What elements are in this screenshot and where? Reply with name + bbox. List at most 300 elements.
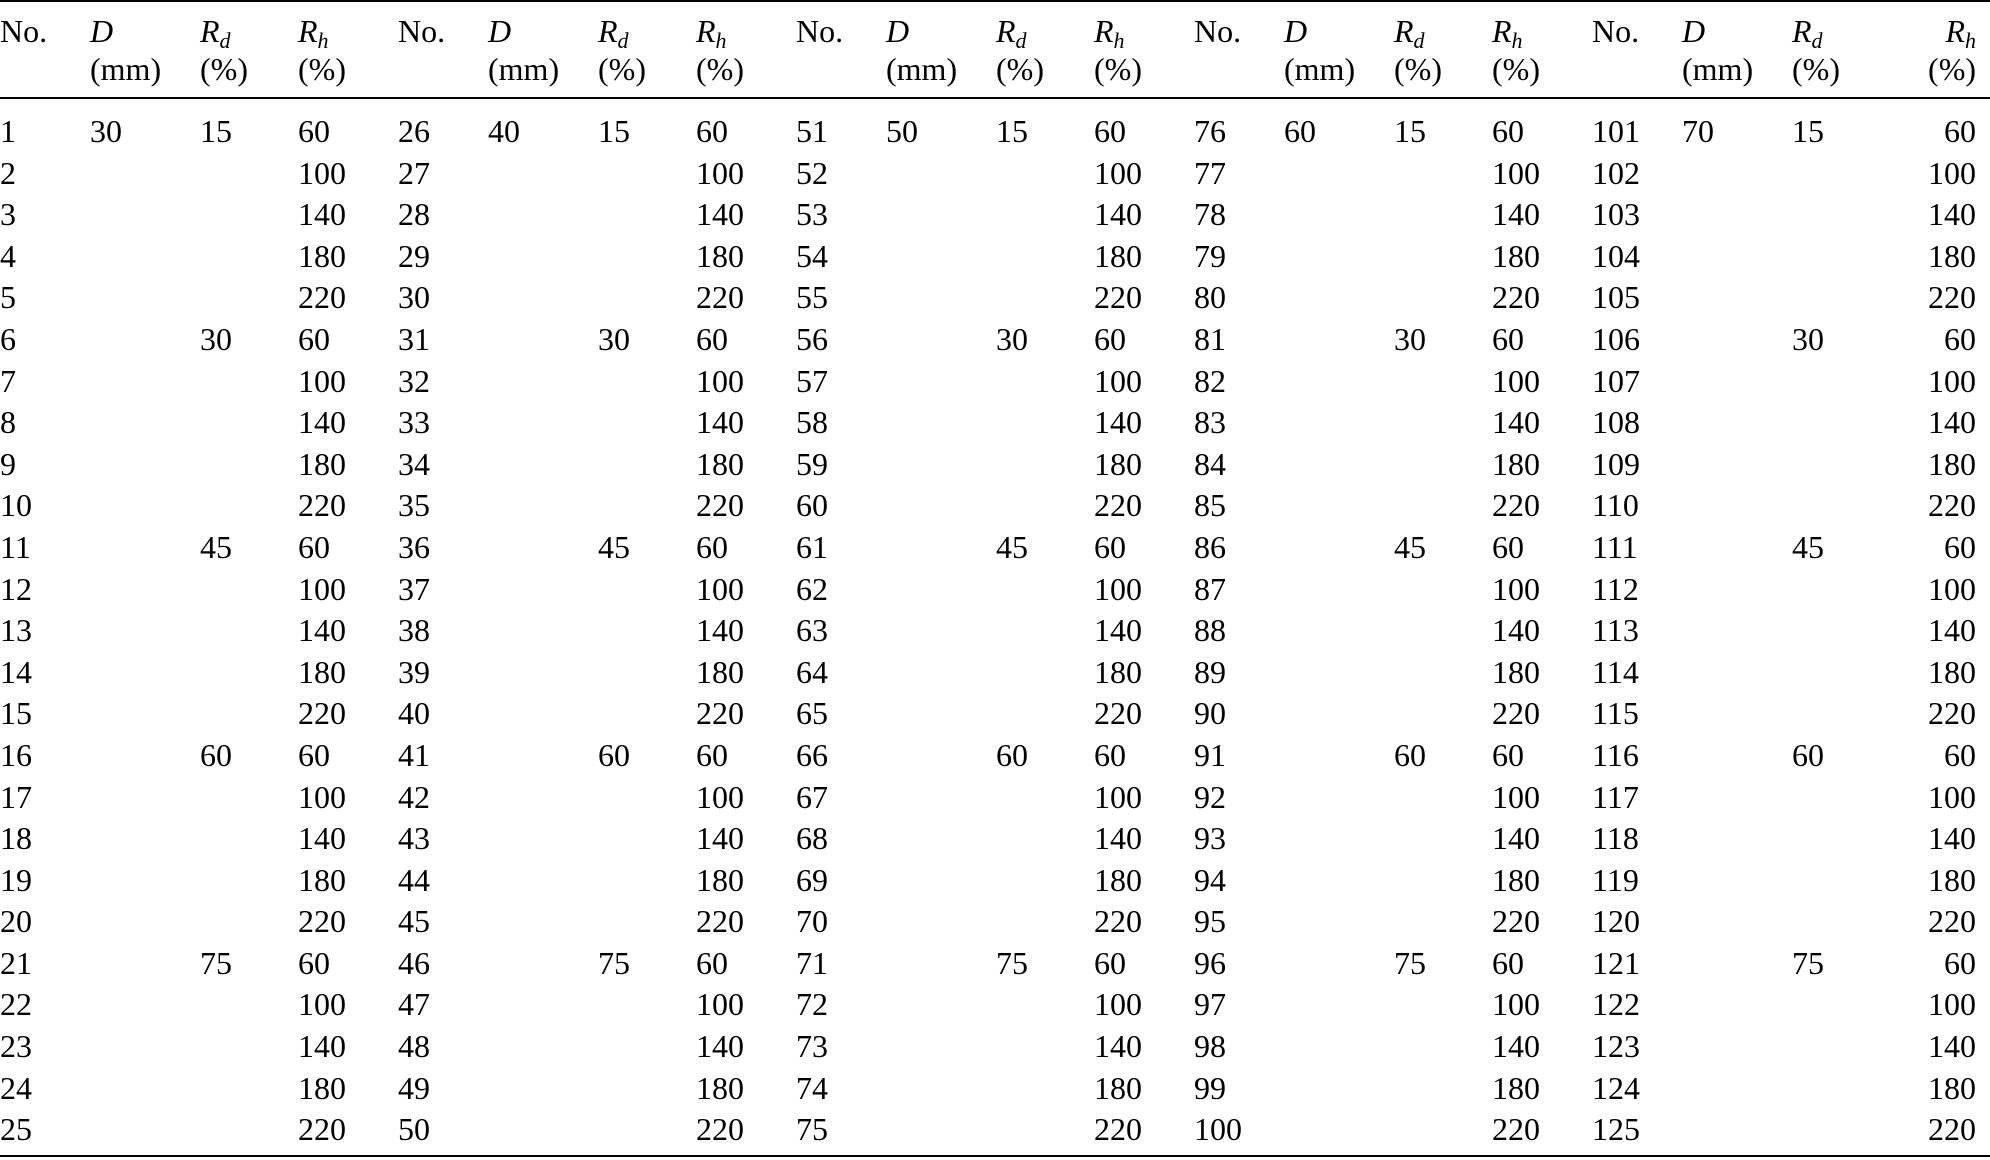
cell-rh: 100: [696, 778, 744, 815]
cell-d: [488, 984, 598, 1026]
header-unit: (mm): [1284, 51, 1356, 87]
table-header: [0, 1, 1990, 98]
cell-no: 24: [0, 1069, 32, 1106]
cell-rd: [1394, 236, 1492, 278]
header-subscript: d: [617, 28, 629, 53]
cell-no: 63: [796, 612, 828, 649]
table-row: [0, 236, 1990, 278]
table-body: [0, 98, 1990, 1156]
cell-rh: 140: [696, 820, 744, 857]
header-unit: (%): [1094, 51, 1142, 87]
header-unit: (%): [696, 51, 744, 87]
cell-d: [1284, 402, 1394, 444]
cell-rd: [200, 984, 298, 1026]
cell-rd: [598, 569, 696, 611]
cell-no: 103: [1592, 196, 1640, 233]
cell-d: [886, 1109, 996, 1156]
cell-rh: 100: [1094, 362, 1142, 399]
cell-rh: 60: [696, 528, 728, 565]
cell-no: 61: [796, 528, 828, 565]
cell-rh: 180: [1492, 861, 1540, 898]
cell-d: 30: [90, 113, 122, 149]
cell-rd: [1792, 901, 1890, 943]
cell-rh: 140: [1928, 196, 1976, 233]
cell-no: 69: [796, 861, 828, 898]
header-unit: (%): [598, 51, 646, 87]
cell-rd: 45: [996, 528, 1028, 565]
cell-rd: [200, 485, 298, 527]
cell-rh: 220: [1928, 695, 1976, 732]
cell-rd: [1792, 1068, 1890, 1110]
header-subscript: d: [1811, 28, 1823, 53]
cell-no: 124: [1592, 1069, 1640, 1106]
cell-d: [1284, 1068, 1394, 1110]
cell-rd: 15: [598, 113, 630, 149]
header-symbol: R: [1792, 13, 1812, 49]
cell-d: [1682, 943, 1792, 985]
cell-rd: [1792, 1109, 1890, 1156]
cell-rd: [598, 652, 696, 694]
cell-rh: 140: [1094, 612, 1142, 649]
cell-rh: 180: [1492, 445, 1540, 482]
cell-d: [90, 943, 200, 985]
cell-d: [886, 652, 996, 694]
cell-d: [90, 693, 200, 735]
table-row: [0, 277, 1990, 319]
cell-rh: 60: [1094, 736, 1126, 773]
cell-d: [1682, 444, 1792, 486]
cell-d: [488, 277, 598, 319]
cell-rh: 220: [1492, 695, 1540, 732]
cell-d: [90, 361, 200, 403]
table-row: [0, 153, 1990, 195]
cell-no: 50: [398, 1109, 488, 1156]
header-d-g2: [488, 1, 598, 98]
cell-d: [1682, 652, 1792, 694]
cell-d: [1682, 693, 1792, 735]
cell-no: 83: [1194, 404, 1226, 441]
cell-no: 20: [0, 903, 32, 940]
cell-d: [1284, 693, 1394, 735]
cell-no: 82: [1194, 362, 1226, 399]
header-rd-g5: [1792, 1, 1890, 98]
cell-d: [1284, 153, 1394, 195]
cell-rd: [200, 236, 298, 278]
cell-d: [886, 402, 996, 444]
cell-no: 26: [398, 113, 430, 149]
header-subscript: h: [1113, 28, 1125, 53]
cell-d: [1284, 569, 1394, 611]
header-label: No.: [796, 13, 844, 49]
header-subscript: d: [1413, 28, 1425, 53]
cell-d: [886, 153, 996, 195]
cell-d: [1682, 569, 1792, 611]
cell-rh: 100: [696, 986, 744, 1023]
cell-d: [1284, 610, 1394, 652]
cell-rh: 180: [298, 237, 346, 274]
cell-no: 3: [0, 196, 16, 233]
header-row: [0, 1, 1990, 98]
cell-rh: 140: [298, 820, 346, 857]
cell-rd: 75: [996, 944, 1028, 981]
cell-d: [886, 777, 996, 819]
cell-rh: 140: [696, 196, 744, 233]
cell-d: [90, 277, 200, 319]
cell-d: [1284, 277, 1394, 319]
cell-no: 35: [398, 487, 430, 524]
header-no-g4: [1194, 1, 1284, 98]
cell-no: 55: [796, 279, 828, 316]
cell-d: [90, 153, 200, 195]
cell-no: 84: [1194, 445, 1226, 482]
cell-no: 30: [398, 279, 430, 316]
cell-no: 122: [1592, 986, 1640, 1023]
table-row: [0, 527, 1990, 569]
cell-rh: 180: [1492, 237, 1540, 274]
cell-rd: [996, 610, 1094, 652]
cell-no: 96: [1194, 944, 1226, 981]
cell-rh: 60: [696, 736, 728, 773]
header-no-g5: [1592, 1, 1682, 98]
cell-d: [1682, 984, 1792, 1026]
cell-rd: [996, 1068, 1094, 1110]
cell-rd: [1792, 860, 1890, 902]
header-subscript: d: [1015, 28, 1027, 53]
cell-rd: [200, 444, 298, 486]
cell-d: [1284, 818, 1394, 860]
cell-rd: 75: [1792, 944, 1824, 981]
cell-d: [488, 319, 598, 361]
cell-rd: [996, 1026, 1094, 1068]
cell-no: 118: [1592, 820, 1639, 857]
cell-d: 40: [488, 113, 520, 149]
cell-no: 86: [1194, 528, 1226, 565]
cell-rh: 220: [696, 903, 744, 940]
header-d-g3: [886, 1, 996, 98]
cell-rh: 140: [1094, 196, 1142, 233]
cell-rd: [996, 818, 1094, 860]
cell-no: 108: [1592, 404, 1640, 441]
cell-rh: 100: [1492, 362, 1540, 399]
cell-d: [1284, 319, 1394, 361]
cell-rd: [1394, 153, 1492, 195]
header-rh-g4: [1492, 1, 1592, 98]
cell-no: 72: [796, 986, 828, 1023]
cell-rd: 45: [598, 528, 630, 565]
cell-rd: [996, 444, 1094, 486]
cell-d: [90, 527, 200, 569]
cell-rh: 140: [1928, 612, 1976, 649]
cell-rd: [200, 277, 298, 319]
cell-rd: 15: [996, 113, 1028, 149]
cell-no: 52: [796, 154, 828, 191]
cell-d: [90, 1068, 200, 1110]
header-unit: (mm): [1682, 51, 1754, 87]
header-subscript: h: [1965, 28, 1976, 53]
cell-rd: [1394, 984, 1492, 1026]
cell-rd: [200, 153, 298, 195]
cell-rh: 180: [1928, 445, 1976, 482]
cell-rh: 100: [1094, 778, 1142, 815]
cell-d: [1682, 402, 1792, 444]
cell-rd: 30: [1792, 320, 1824, 357]
cell-no: 85: [1194, 487, 1226, 524]
cell-rd: [996, 361, 1094, 403]
cell-rd: 75: [598, 944, 630, 981]
cell-d: [488, 652, 598, 694]
cell-no: 2: [0, 154, 16, 191]
cell-rd: [200, 818, 298, 860]
cell-rh: 180: [1094, 237, 1142, 274]
cell-rd: [200, 1068, 298, 1110]
cell-rh: 180: [1928, 237, 1976, 274]
cell-rd: [200, 693, 298, 735]
cell-d: [886, 901, 996, 943]
cell-d: [90, 777, 200, 819]
cell-d: [90, 444, 200, 486]
cell-rh: 180: [1928, 1069, 1976, 1106]
header-subscript: h: [317, 28, 329, 53]
cell-rh: 100: [1928, 362, 1976, 399]
table-row: [0, 860, 1990, 902]
header-rd-g4: [1394, 1, 1492, 98]
cell-no: 19: [0, 861, 32, 898]
cell-no: 67: [796, 778, 828, 815]
header-unit: (%): [298, 51, 346, 87]
cell-d: [488, 735, 598, 777]
cell-d: [1284, 901, 1394, 943]
cell-d: [90, 569, 200, 611]
cell-rd: [996, 236, 1094, 278]
cell-rh: 100: [1492, 778, 1540, 815]
cell-d: [488, 1109, 598, 1156]
table-row: [0, 361, 1990, 403]
cell-no: 116: [1592, 736, 1639, 773]
header-unit: (%): [1492, 51, 1540, 87]
cell-rh: 180: [1492, 1069, 1540, 1106]
cell-rd: [1792, 153, 1890, 195]
cell-no: 23: [0, 1028, 32, 1065]
cell-no: 90: [1194, 695, 1226, 732]
cell-d: [1284, 444, 1394, 486]
header-symbol: R: [200, 13, 220, 49]
cell-d: [488, 236, 598, 278]
cell-rd: [1792, 818, 1890, 860]
cell-d: [886, 610, 996, 652]
cell-rh: 100: [1928, 986, 1976, 1023]
header-symbol: R: [598, 13, 618, 49]
header-unit: (%): [1792, 51, 1840, 87]
cell-rh: 180: [696, 1069, 744, 1106]
cell-rh: 100: [298, 986, 346, 1023]
cell-d: [1682, 236, 1792, 278]
cell-rh: 60: [1944, 736, 1976, 773]
cell-rd: [598, 610, 696, 652]
cell-rh: 100: [1928, 570, 1976, 607]
cell-rd: [1792, 485, 1890, 527]
header-unit: (mm): [90, 51, 162, 87]
cell-rh: 180: [298, 861, 346, 898]
cell-no: 121: [1592, 944, 1640, 981]
cell-d: [886, 236, 996, 278]
cell-rd: [200, 777, 298, 819]
cell-rd: [200, 901, 298, 943]
header-unit: (mm): [488, 51, 560, 87]
cell-rh: 100: [1928, 154, 1976, 191]
cell-rh: 220: [298, 695, 346, 732]
cell-rd: [1394, 693, 1492, 735]
cell-rh: 100: [298, 570, 346, 607]
cell-rd: [1792, 444, 1890, 486]
header-symbol: R: [1945, 13, 1965, 49]
cell-no: 64: [796, 653, 828, 690]
cell-no: 75: [796, 1109, 886, 1156]
cell-rd: [200, 1109, 298, 1156]
cell-d: [1682, 1068, 1792, 1110]
cell-rd: [996, 984, 1094, 1026]
header-rd-g1: [200, 1, 298, 98]
cell-d: [886, 1026, 996, 1068]
header-symbol: D: [1682, 13, 1706, 49]
cell-d: [886, 527, 996, 569]
header-unit: (%): [996, 51, 1044, 87]
cell-rh: 60: [1492, 113, 1524, 149]
cell-no: 111: [1592, 528, 1638, 565]
cell-rd: 45: [200, 528, 232, 565]
cell-no: 45: [398, 903, 430, 940]
header-symbol: R: [1394, 13, 1414, 49]
cell-no: 34: [398, 445, 430, 482]
cell-no: 5: [0, 279, 16, 316]
cell-d: [488, 402, 598, 444]
cell-d: [488, 1068, 598, 1110]
table-row: [0, 735, 1990, 777]
cell-rd: [598, 361, 696, 403]
cell-no: 46: [398, 944, 430, 981]
cell-no: 37: [398, 570, 430, 607]
cell-rh: 140: [298, 612, 346, 649]
cell-d: [488, 153, 598, 195]
header-symbol: R: [696, 13, 716, 49]
header-label: No.: [1194, 13, 1242, 49]
cell-no: 92: [1194, 778, 1226, 815]
cell-rd: [1394, 1026, 1492, 1068]
header-label: No.: [0, 13, 48, 49]
cell-rh: 220: [1094, 695, 1142, 732]
cell-rd: [598, 402, 696, 444]
cell-d: [90, 194, 200, 236]
cell-rh: 220: [1928, 487, 1976, 524]
cell-d: [1682, 153, 1792, 195]
cell-rd: [200, 652, 298, 694]
cell-d: [488, 818, 598, 860]
cell-rh: 140: [1928, 820, 1976, 857]
cell-rd: [598, 1109, 696, 1156]
cell-no: 100: [1194, 1109, 1284, 1156]
cell-no: 94: [1194, 861, 1226, 898]
cell-no: 101: [1592, 113, 1640, 149]
cell-rd: [598, 194, 696, 236]
cell-no: 114: [1592, 653, 1639, 690]
cell-rd: 45: [1394, 528, 1426, 565]
cell-no: 113: [1592, 612, 1639, 649]
header-rh-g5: [1890, 1, 1990, 98]
cell-no: 42: [398, 778, 430, 815]
header-symbol: D: [1284, 13, 1308, 49]
header-rd-g3: [996, 1, 1094, 98]
cell-rh: 100: [1094, 570, 1142, 607]
cell-no: 60: [796, 487, 828, 524]
header-d-g4: [1284, 1, 1394, 98]
cell-rh: 60: [1094, 113, 1126, 149]
table-row: [0, 1109, 1990, 1156]
cell-no: 105: [1592, 279, 1640, 316]
cell-rh: 100: [696, 154, 744, 191]
cell-rd: [598, 153, 696, 195]
cell-rh: 180: [1094, 653, 1142, 690]
table-row: [0, 98, 1990, 153]
cell-rh: 180: [696, 861, 744, 898]
cell-no: 31: [398, 320, 430, 357]
cell-d: [1284, 1109, 1394, 1156]
cell-rh: 100: [696, 362, 744, 399]
cell-rd: [996, 194, 1094, 236]
cell-rd: [1394, 361, 1492, 403]
cell-rd: [598, 860, 696, 902]
header-subscript: d: [219, 28, 231, 53]
cell-d: [1682, 818, 1792, 860]
cell-rh: 60: [1492, 944, 1524, 981]
cell-d: [488, 527, 598, 569]
cell-d: [1284, 194, 1394, 236]
cell-rd: [996, 485, 1094, 527]
cell-rd: [200, 194, 298, 236]
cell-rh: 140: [1492, 612, 1540, 649]
cell-rd: [996, 1109, 1094, 1156]
cell-no: 8: [0, 404, 16, 441]
cell-d: [886, 860, 996, 902]
cell-rh: 220: [298, 1109, 398, 1156]
cell-d: [886, 818, 996, 860]
cell-rh: 60: [1944, 944, 1976, 981]
cell-d: [488, 569, 598, 611]
cell-no: 62: [796, 570, 828, 607]
cell-no: 123: [1592, 1028, 1640, 1065]
cell-rh: 180: [298, 653, 346, 690]
cell-rd: 75: [1394, 944, 1426, 981]
cell-rd: [996, 901, 1094, 943]
header-d-g5: [1682, 1, 1792, 98]
table-row: [0, 777, 1990, 819]
cell-rd: [1792, 610, 1890, 652]
header-label: No.: [398, 13, 446, 49]
cell-no: 9: [0, 445, 16, 482]
cell-d: [1682, 860, 1792, 902]
cell-d: [1284, 485, 1394, 527]
cell-d: [90, 236, 200, 278]
cell-rh: 220: [696, 695, 744, 732]
cell-no: 88: [1194, 612, 1226, 649]
cell-rh: 220: [298, 279, 346, 316]
cell-rd: [598, 901, 696, 943]
cell-rd: [200, 402, 298, 444]
cell-rd: [598, 236, 696, 278]
cell-rh: 60: [1944, 320, 1976, 357]
cell-d: [90, 901, 200, 943]
cell-rd: [1394, 818, 1492, 860]
cell-d: [1682, 277, 1792, 319]
cell-rh: 220: [1492, 903, 1540, 940]
